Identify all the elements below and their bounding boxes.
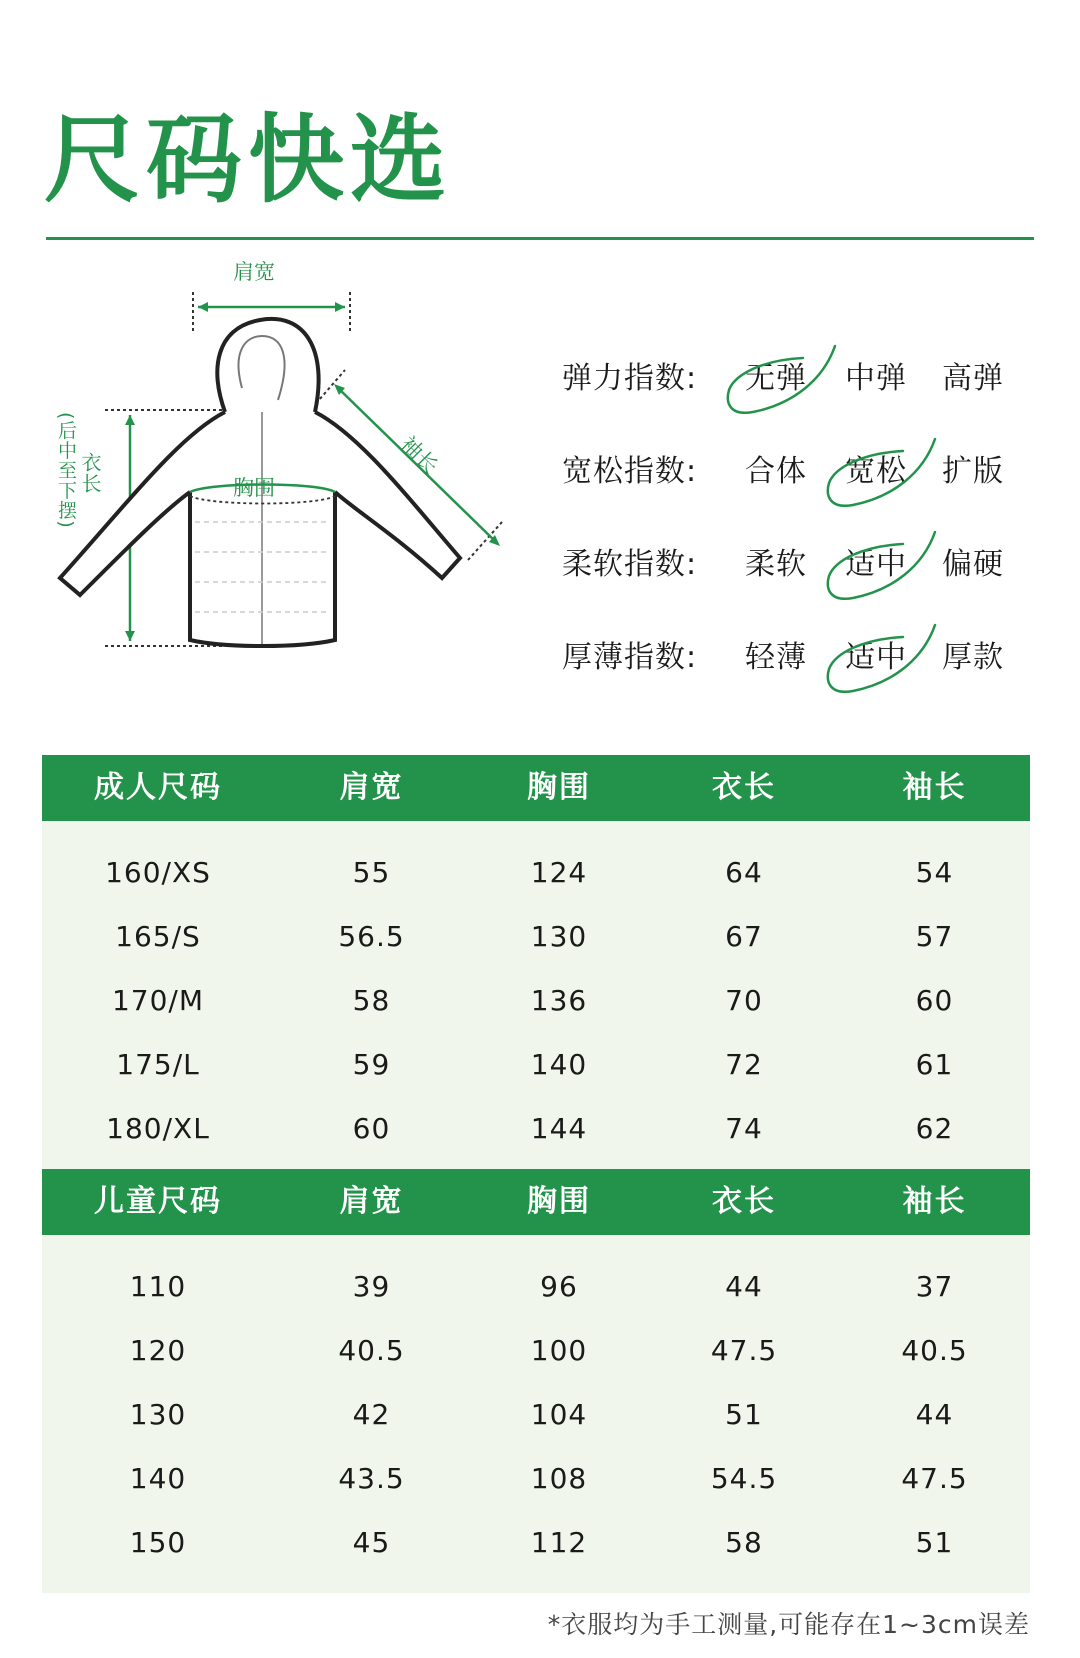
index-option-label: 厚款 (942, 640, 1004, 675)
table-cell: 165/S (115, 920, 201, 953)
table-cell: 59 (352, 1048, 391, 1081)
index-name: 柔软指数: (562, 547, 698, 582)
table-row (42, 1383, 1030, 1447)
adult-table-body (42, 821, 1030, 1179)
table-cell: 180/XL (106, 1112, 210, 1145)
index-option-selected (845, 454, 935, 489)
table-cell: 55 (352, 856, 391, 889)
table-cell: 170/M (111, 984, 205, 1017)
header-length: 衣长 (712, 770, 776, 805)
table-cell: 54 (915, 856, 954, 889)
table-row (42, 1255, 1030, 1319)
index-option-label: 轻薄 (745, 640, 807, 675)
table-cell: 110 (129, 1270, 187, 1303)
index-option (745, 454, 835, 489)
index-option-label: 适中 (845, 547, 907, 582)
adult-table-header (42, 755, 1030, 821)
table-cell: 60 (915, 984, 954, 1017)
table-cell: 62 (915, 1112, 954, 1145)
table-cell: 104 (530, 1398, 588, 1431)
table-cell: 42 (352, 1398, 391, 1431)
header-shoulder: 肩宽 (339, 770, 404, 805)
table-cell: 112 (530, 1526, 588, 1559)
table-cell: 60 (352, 1112, 391, 1145)
shoulder-label: 肩宽 (233, 260, 275, 284)
table-row (42, 1033, 1030, 1097)
table-cell: 140 (129, 1462, 187, 1495)
index-name: 厚薄指数: (562, 640, 698, 675)
header-shoulder: 肩宽 (339, 1184, 404, 1219)
index-option-label: 偏硬 (942, 547, 1004, 582)
index-option (942, 361, 1032, 396)
index-option-label: 高弹 (942, 361, 1004, 396)
table-cell: 45 (352, 1526, 391, 1559)
jacket-illustration (50, 260, 530, 700)
index-name: 弹力指数: (562, 361, 698, 396)
table-cell: 96 (540, 1270, 578, 1303)
table-cell: 72 (725, 1048, 763, 1081)
title-divider (46, 237, 1034, 240)
index-option-label: 扩版 (942, 454, 1004, 489)
index-option-selected (845, 547, 935, 582)
adult-size-table (42, 755, 1030, 1179)
table-cell: 150 (129, 1526, 187, 1559)
header-size: 成人尺码 (94, 770, 222, 805)
kids-size-table (42, 1169, 1030, 1593)
index-option (745, 640, 835, 675)
selection-circle-icon (823, 621, 943, 699)
header-size: 儿童尺码 (94, 1184, 222, 1219)
index-option-label: 无弹 (745, 361, 807, 396)
index-option (942, 640, 1032, 675)
table-cell: 130 (530, 920, 588, 953)
table-cell: 51 (915, 1526, 954, 1559)
table-cell: 40.5 (901, 1334, 968, 1367)
jacket-diagram (50, 260, 530, 700)
measurement-note: *衣服均为手工测量,可能存在1~3cm误差 (547, 1610, 1030, 1639)
index-option-selected (845, 640, 935, 675)
table-cell: 175/L (116, 1048, 200, 1081)
table-cell: 47.5 (901, 1462, 968, 1495)
table-cell: 47.5 (710, 1334, 778, 1367)
index-option (942, 547, 1032, 582)
chest-label: 胸围 (233, 476, 275, 500)
sleeve-label: 袖长 (396, 431, 443, 479)
table-cell: 160/XS (105, 856, 211, 889)
table-cell: 44 (725, 1270, 763, 1303)
index-option (942, 454, 1032, 489)
table-row (42, 1511, 1030, 1575)
table-row (42, 969, 1030, 1033)
table-cell: 108 (530, 1462, 588, 1495)
index-name: 宽松指数: (562, 454, 698, 489)
kids-table-body (42, 1235, 1030, 1593)
table-cell: 39 (352, 1270, 391, 1303)
index-option-label: 柔软 (745, 547, 807, 582)
table-row (42, 1097, 1030, 1161)
table-cell: 58 (725, 1526, 763, 1559)
page-title: 尺码快选 (44, 104, 452, 216)
table-cell: 57 (915, 920, 954, 953)
table-cell: 74 (725, 1112, 763, 1145)
table-cell: 40.5 (338, 1334, 405, 1367)
table-cell: 70 (725, 984, 763, 1017)
table-cell: 140 (530, 1048, 588, 1081)
header-chest: 胸围 (527, 1184, 591, 1219)
table-cell: 67 (725, 920, 763, 953)
header-length: 衣长 (712, 1184, 776, 1219)
table-cell: 124 (530, 856, 588, 889)
table-cell: 130 (129, 1398, 187, 1431)
index-option-label: 中弹 (845, 361, 907, 396)
index-option-label: 适中 (845, 640, 907, 675)
table-cell: 64 (725, 856, 763, 889)
table-row (42, 905, 1030, 969)
table-cell: 136 (530, 984, 588, 1017)
index-row (562, 350, 1042, 410)
selection-circle-icon (823, 435, 943, 513)
table-cell: 54.5 (710, 1462, 778, 1495)
table-row (42, 1319, 1030, 1383)
table-cell: 43.5 (338, 1462, 405, 1495)
index-row (562, 443, 1042, 503)
table-cell: 51 (725, 1398, 763, 1431)
table-cell: 61 (915, 1048, 954, 1081)
selection-circle-icon (723, 342, 843, 420)
header-sleeve: 袖长 (902, 770, 967, 805)
table-cell: 100 (530, 1334, 588, 1367)
index-option-label: 合体 (745, 454, 807, 489)
table-cell: 56.5 (338, 920, 405, 953)
table-cell: 58 (352, 984, 391, 1017)
table-row (42, 841, 1030, 905)
index-row (562, 536, 1042, 596)
index-option (845, 361, 935, 396)
index-option-selected (745, 361, 835, 396)
table-cell: 120 (129, 1334, 187, 1367)
table-cell: 44 (915, 1398, 954, 1431)
header-sleeve: 袖长 (902, 1184, 967, 1219)
table-cell: 144 (530, 1112, 588, 1145)
index-option-label: 宽松 (845, 454, 907, 489)
selection-circle-icon (823, 528, 943, 606)
length-note-label: (后中至下摆) (55, 412, 77, 529)
table-cell: 37 (915, 1270, 954, 1303)
index-option (745, 547, 835, 582)
kids-table-header (42, 1169, 1030, 1235)
header-chest: 胸围 (527, 770, 591, 805)
length-label: 衣长 (78, 452, 102, 494)
table-row (42, 1447, 1030, 1511)
index-row (562, 629, 1042, 689)
